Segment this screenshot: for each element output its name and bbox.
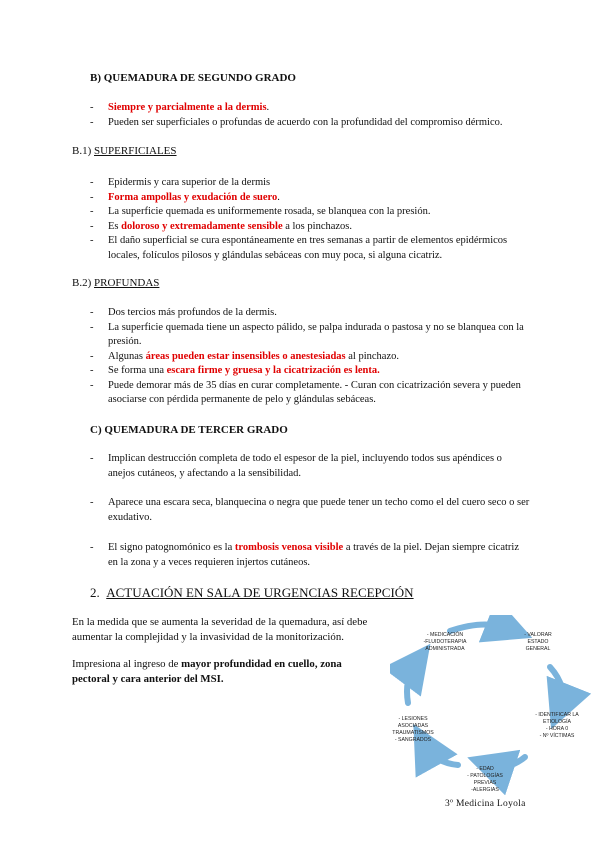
- section-b2-list: [90, 306, 530, 408]
- list-item: - Pueden ser superficiales o profundas de acuerdo con la profundidad del compromiso dérmico.: [90, 116, 530, 131]
- list-item: - La superficie quemada es uniformemente rosada, se blanquea con la presión.: [90, 205, 530, 220]
- list-item: - Es doloroso y extremadamente sensible a los pinchazos.: [90, 220, 530, 235]
- list-item: - El signo patognomónico es la trombosis venosa visible a través de la piel. Dejan siempre cicatriz en la zona y a veces requieren injertos cutáneos.: [90, 541, 530, 570]
- list-item: - Algunas áreas pueden estar insensibles o anestesiadas al pinchazo.: [90, 350, 530, 365]
- section-b2-heading: B.2) PROFUNDAS: [72, 277, 160, 289]
- section-2-paragraph-1: En la medida que se aumenta la severidad de la quemadura, así debe aumentar la complejidad y la invasividad de la monitorización.: [72, 616, 368, 643]
- list-item: - Epidermis y cara superior de la dermis: [90, 176, 530, 191]
- list-item: - Se forma una escara firme y gruesa y la cicatrización es lenta.: [90, 364, 530, 379]
- section-2-paragraph-2: Impresiona al ingreso de mayor profundidad en cuello, zona pectoral y cara anterior del MSI.: [72, 658, 342, 685]
- list-item: - Aparece una escara seca, blanquecina o negra que puede tener un techo como el del cuero seco o ser exudativo.: [90, 496, 530, 525]
- list-item: - El daño superficial se cura espontáneamente en tres semanas a partir de elementos epidérmicos locales, folículos pilosos y glándulas sebáceas con muy poca, si alguna cicatriz.: [90, 234, 530, 263]
- section-c-list-1: [90, 452, 530, 481]
- cycle-label-lesiones: - LESIONES ASOCIADAS TRAUMATISMOS - SANGRADOS: [392, 716, 434, 743]
- cycle-arrow-left: [407, 663, 416, 703]
- cycle-label-valorar: - VALORAR ESTADO GENERAL: [524, 632, 552, 652]
- section-c-title: C) QUEMADURA DE TERCER GRADO: [90, 424, 288, 436]
- list-item: - Forma ampollas y exudación de suero.: [90, 191, 530, 206]
- list-item: - La superficie quemada tiene un aspecto pálido, se palpa indurada o pastosa y no se blanquea con la presión.: [90, 321, 530, 350]
- section-b-title: B) QUEMADURA DE SEGUNDO GRADO: [90, 72, 296, 84]
- section-2-heading: 2. ACTUACIÓN EN SALA DE URGENCIAS RECEPCIÓN: [90, 585, 414, 600]
- list-item: - Siempre y parcialmente a la dermis.: [90, 101, 530, 116]
- section-b-list: [90, 101, 530, 130]
- cycle-label-medicacion: - MEDICACIÓN -FLUIDOTERAPIA ADMINISTRADA: [423, 632, 467, 652]
- section-b1-list: [90, 176, 530, 263]
- section-c-list-2: [90, 496, 530, 525]
- cycle-arrow-right: [550, 667, 562, 707]
- cycle-arrow-top: [450, 624, 510, 631]
- list-item: - Dos tercios más profundos de la dermis.: [90, 306, 530, 321]
- footer-text: 3º Medicina Loyola: [445, 799, 526, 809]
- section-c-list-3: [90, 541, 530, 570]
- cycle-arrow-bottom-left: [425, 745, 458, 765]
- cycle-label-edad: - EDAD - PATOLOGÍAS PREVIAS -ALERGIAS: [467, 766, 503, 793]
- section-b1-heading: B.1) SUPERFICIALES: [72, 145, 177, 157]
- cycle-label-identificar: - IDENTIFICAR LA ETIOLOGÍA - HORA 0 - Nº VÍCTIMAS: [535, 712, 579, 739]
- list-item: - Puede demorar más de 35 días en curar completamente. - Curan con cicatrización severa y pueden asociarse con pérdida permanente de pelo y glándulas sebáceas.: [90, 379, 530, 408]
- list-item: - Implican destrucción completa de todo el espesor de la piel, incluyendo todos sus apéndices o anejos cutáneos, y afectando a la sensibilidad.: [90, 452, 530, 481]
